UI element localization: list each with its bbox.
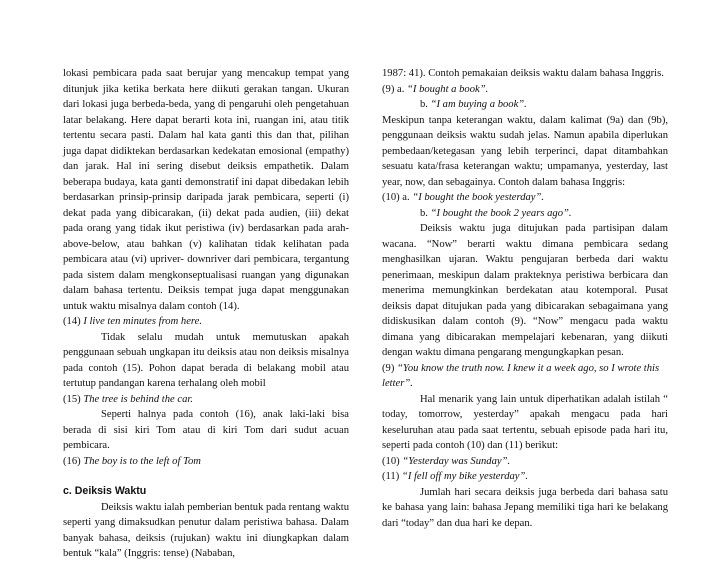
example-9b-text: “I am buying a book”. (430, 99, 527, 110)
example-16 (63, 454, 349, 470)
left-paragraph-3: Seperti halnya pada contoh (16), anak laki-laki bisa berada di sisi kiri Tom atau di kiri Tom dari sudut acuan pembicara. (63, 409, 349, 451)
section-heading-deiksis-waktu: c. Deiksis Waktu (63, 485, 147, 497)
example-15-text: The tree is behind the car. (83, 393, 193, 405)
example-11-number: (11) (382, 471, 400, 482)
left-paragraph-4: Deiksis waktu ialah pemberian bentuk pada rentang waktu seperti yang dimaksudkan penutur dalam peristiwa bahasa. Dalam banyak bahasa, deiksis (rujukan) waktu ini diungkapkan dalam bentuk “kala” (Inggris: tense) (Nababan, (63, 501, 349, 559)
example-9b-number: b. (420, 99, 428, 110)
right-paragraph-2: Meskipun tanpa keterangan waktu, dalam kalimat (9a) dan (9b), penggunaan deiksis waktu sudah jelas. Namun apabila diperlukan pembedaan/ketegasan yang lebih terperinci, dapat ditambahkan sesuatu kata/frasa keterangan waktu; umpamanya, yesterday, last year, now, dan sebagainya. Contoh dalam bahasa Inggris: (382, 114, 668, 188)
example-10b-text: “I bought the book 2 years ago”. (430, 207, 572, 219)
example-14-number: (14) (63, 316, 81, 327)
example-10a-number: (10) a. (382, 192, 410, 203)
example-16-text: The boy is to the left of Tom (83, 455, 201, 467)
example-16-number: (16) (63, 455, 81, 467)
example-9-repeat (382, 361, 668, 392)
example-9b (382, 97, 668, 113)
example-9-number: (9) (382, 362, 395, 374)
example-10a-text: “I bought the book yesterday”. (412, 192, 545, 203)
example-10-text: “Yesterday was Sunday”. (402, 455, 511, 467)
right-paragraph-1: 1987: 41). Contoh pemakaian deiksis waktu dalam bahasa Inggris. (382, 68, 664, 79)
example-10 (382, 454, 668, 470)
example-11 (382, 469, 668, 485)
right-paragraph-3: Deiksis waktu juga ditujukan pada partisipan dalam wacana. “Now” berarti waktu dimana pembicara sedang menghasilkan ujaran. Waktu pengujaran berbeda dari waktu penerimaan, meskipun dalam prakteknya peristiwa berbicara dan menerima memungkinkan berdekatan atau kotemporal. Pusat deiksis dapat ditujukan pada yang dibicarakan sebagaimana yang didiskusikan dalam contoh (9). “Now” mengacu pada waktu dimana yang dibicarakan mempelajari kebenaran, yang diikuti dengan waktu dimana pengarang mengungkapkan pesan. (382, 223, 668, 358)
example-15 (63, 392, 349, 408)
example-9-text: “You know the truth now. I knew it a week ago, so I wrote this letter”. (382, 362, 660, 389)
example-9a (382, 82, 668, 98)
left-paragraph-1: lokasi pembicara pada saat berujar yang mencakup tempat yang ditunjuk jika ketika berkata here diikuti gerakan tangan. Ukuran dari lokasi juga berbeda-beda, yang di pengaruhi oleh pengetahuan latar belakang. Here dapat berarti kota ini, ruangan ini, atau titik tertentu secara pasti. Dalam hal kata ganti this dan that, pilihan juga dapat didiktekan berdasarkan kedekatan emosional (empathy) dan jarak. Hal ini sering disebut deiksis empathetik. Dalam beberapa budaya, kata ganti demonstratif ini dapat dibedakan lebih berdasarkan prinsip-prinsip daripada jarak pembicara, seperti (i) dekat pada yang dibicarakan, (ii) dekat pada audien, (iii) dekat pada orang yang tidak ikut peristiwa (iv) berdasarkan pada arah-above-below, atau bahkan (v) kalihatan tidak kelihatan pada pembicara atau (vi) upriver- downriver dari pembicara, tergantung pada sistem dalam mengkonseptualisasi ruangan yang digunakan dalam bahasa tertentu. Deiksis tempat juga dapat menggunakan untuk waktu misalnya dalam contoh (14). (63, 68, 349, 312)
example-9a-number: (9) a. (382, 83, 405, 95)
example-9a-text: “I bought a book”. (407, 83, 489, 95)
example-15-number: (15) (63, 393, 81, 405)
example-10b (382, 206, 668, 222)
example-10a (382, 190, 668, 206)
right-paragraph-5: Jumlah hari secara deiksis juga berbeda dari bahasa satu ke bahasa yang lain: bahasa Jepang memiliki tiga hari ke belakang dari “today” dan dua hari ke depan. (382, 486, 668, 529)
example-10-number: (10) (382, 455, 400, 467)
example-14-text: I live ten minutes from here. (83, 316, 202, 327)
left-paragraph-2: Tidak selalu mudah untuk memutuskan apakah penggunaan sebuah ungkapan itu deiksis atau non deiksis misalnya pada contoh (15). Pohon dapat berada di belakang mobil atau tertutup pandangan karena terhalang oleh mobil (63, 331, 349, 389)
right-paragraph-4: Hal menarik yang lain untuk diperhatikan adalah istilah “ today, tomorrow, yesterday” apakah mengacu pada hari keseluruhan atau pada saat tertentu, sebuah episode pada hari itu, seperti pada contoh (10) dan (11) berikut: (382, 393, 668, 451)
example-11-text: “I fell off my bike yesterday”. (401, 471, 529, 482)
example-14 (63, 314, 349, 330)
right-column (382, 66, 668, 531)
left-column (63, 66, 349, 562)
example-10b-number: b. (420, 207, 428, 219)
